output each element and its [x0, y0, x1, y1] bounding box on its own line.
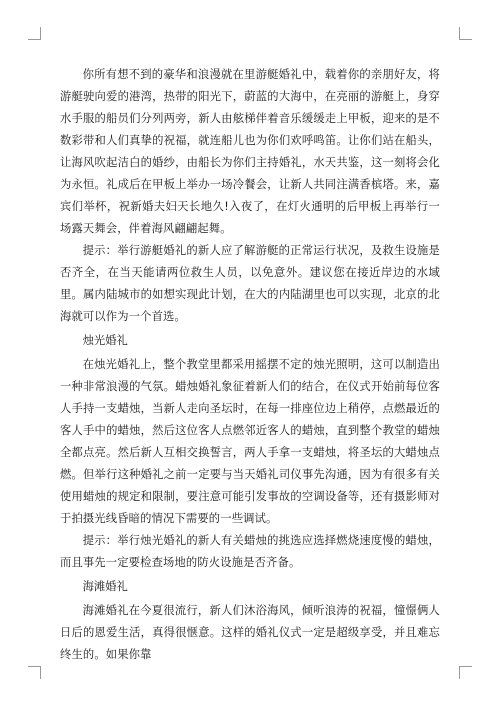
section-heading-candlelight: 烛光婚礼 — [82, 334, 128, 347]
crop-mark-bottom-right — [459, 666, 460, 679]
paragraph-yacht-tip: 提示：举行游艇婚礼的新人应了解游艇的正常运行状况，及救生设施是否齐全，在当天能请两位救生人员，以免意外。建议您在接近岸边的水域里。属内陆城市的如想实现此计划，在大的内陆湖里也可以实现，北京的北海就可以作为一个首选。 — [60, 244, 440, 323]
crop-mark-top-left — [28, 39, 40, 40]
crop-mark-bottom-left — [28, 666, 40, 667]
section-heading-beach: 海滩婚礼 — [82, 580, 128, 593]
crop-mark-bottom-left — [40, 666, 41, 679]
paragraph-beach-wedding: 海滩婚礼在今夏很流行，新人们沐浴海风，倾听浪涛的祝福，憧憬俩人日后的恩爱生活，真得很惬意。这样的婚礼仪式一定是超级享受，并且难忘终生的。如果你靠 — [60, 604, 440, 661]
paragraph-yacht-wedding: 你所有想不到的豪华和浪漫就在里游艇婚礼中，载着你的亲朋好友，将游艇驶向爱的港湾，热带的阳光下，蔚蓝的大海中，在亮丽的游艇上，身穿水手服的船员们分列两旁，新人由舷梯伴着音乐缓缓走上甲板，迎来的是不数彩带和人们真挚的祝福，就连船儿也为你们欢呼鸣笛。让你们站在船头，让海风吹起洁白的婚纱，由船长为你们主持婚礼，水天共鉴，这一刻将会化为永恒。礼成后在甲板上举办一场冷餐会，让新人共同注满香槟塔。来，嘉宾们举杯，祝新婚夫妇天长地久!入夜了，在灯火通明的后甲板上再举行一场露天舞会，伴着海风翩翩起舞。 — [60, 68, 440, 235]
crop-mark-bottom-right — [460, 666, 472, 667]
crop-mark-top-right — [460, 39, 472, 40]
paragraph-candlelight-wedding: 在烛光婚礼上，整个教堂里都采用摇摆不定的烛光照明，这可以制造出一种非常浪漫的气氛。蜡烛婚礼象征着新人们的结合，在仪式开始前每位客人手持一支蜡烛，当新人走向圣坛时，在每一排座位边上稍停，点燃最近的客人手中的蜡烛，然后这位客人点燃邻近客人的蜡烛，直到整个教堂的蜡烛全都点亮。然后新人互相交换誓言，两人手拿一支蜡烛，将圣坛的大蜡烛点燃。但举行这种婚礼之前一定要与当天婚礼司仪事先沟通，因为有很多有关使用蜡烛的规定和限制，要注意可能引发事故的空调设备等，还有摄影师对于拍摄光线昏暗的情况下需要的一些调试。 — [60, 358, 440, 525]
crop-mark-top-left — [40, 27, 41, 40]
paragraph-candlelight-tip: 提示：举行烛光婚礼的新人有关蜡烛的挑选应选择燃烧速度慢的蜡烛，而且事先一定要检查场地的防火设施是否齐备。 — [60, 534, 440, 569]
document-body — [60, 64, 440, 666]
crop-mark-top-right — [459, 27, 460, 40]
